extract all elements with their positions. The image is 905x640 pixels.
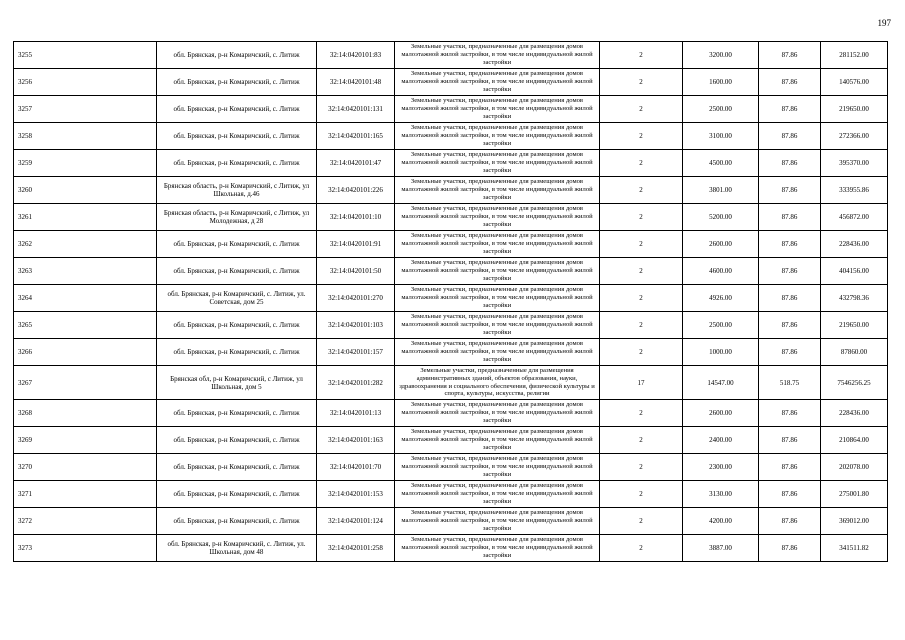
group-cell: 2: [600, 400, 683, 427]
row-number: 3270: [14, 454, 157, 481]
area-cell: 2500.00: [683, 312, 759, 339]
land-use-cell: Земельные участки, предназначенные для размещения домов малоэтажной жилой застройки, в том числе индивидуальной жилой застройки: [395, 285, 600, 312]
group-cell: 2: [600, 312, 683, 339]
address-cell: обл. Брянская, р-н Комаричский, с. Литиж: [157, 231, 317, 258]
cadastral-value-cell: 228436.00: [821, 231, 888, 258]
specific-value-cell: 87.86: [759, 400, 821, 427]
group-cell: 2: [600, 258, 683, 285]
cadastral-value-cell: 281152.00: [821, 42, 888, 69]
table-row: [14, 508, 888, 535]
land-use-cell: Земельные участки, предназначенные для размещения домов малоэтажной жилой застройки, в том числе индивидуальной жилой застройки: [395, 400, 600, 427]
specific-value-cell: 87.86: [759, 204, 821, 231]
cadastral-number-cell: 32:14:0420101:10: [317, 204, 395, 231]
specific-value-cell: 87.86: [759, 454, 821, 481]
group-cell: 17: [600, 366, 683, 400]
group-cell: 2: [600, 204, 683, 231]
address-cell: обл. Брянская, р-н Комаричский, с. Литиж: [157, 258, 317, 285]
table-row: [14, 339, 888, 366]
cadastral-value-cell: 395370.00: [821, 150, 888, 177]
table-row: [14, 96, 888, 123]
specific-value-cell: 87.86: [759, 123, 821, 150]
area-cell: 2600.00: [683, 400, 759, 427]
cadastral-number-cell: 32:14:0420101:47: [317, 150, 395, 177]
cadastral-value-cell: 202078.00: [821, 454, 888, 481]
cadastral-number-cell: 32:14:0420101:83: [317, 42, 395, 69]
row-number: 3271: [14, 481, 157, 508]
address-cell: обл. Брянская, р-н Комаричский, с. Литиж: [157, 96, 317, 123]
cadastral-number-cell: 32:14:0420101:153: [317, 481, 395, 508]
cadastral-value-cell: 219650.00: [821, 96, 888, 123]
land-use-cell: Земельные участки, предназначенные для размещения домов малоэтажной жилой застройки, в том числе индивидуальной жилой застройки: [395, 427, 600, 454]
area-cell: 5200.00: [683, 204, 759, 231]
row-number: 3267: [14, 366, 157, 400]
row-number: 3259: [14, 150, 157, 177]
address-cell: обл. Брянская, р-н Комаричский, с. Литиж: [157, 427, 317, 454]
cadastral-number-cell: 32:14:0420101:48: [317, 69, 395, 96]
row-number: 3262: [14, 231, 157, 258]
specific-value-cell: 87.86: [759, 42, 821, 69]
land-use-cell: Земельные участки, предназначенные для размещения домов малоэтажной жилой застройки, в том числе индивидуальной жилой застройки: [395, 508, 600, 535]
specific-value-cell: 87.86: [759, 258, 821, 285]
area-cell: 4600.00: [683, 258, 759, 285]
group-cell: 2: [600, 96, 683, 123]
land-use-cell: Земельные участки, предназначенные для размещения домов малоэтажной жилой застройки, в том числе индивидуальной жилой застройки: [395, 177, 600, 204]
cadastral-value-cell: 219650.00: [821, 312, 888, 339]
address-cell: обл. Брянская, р-н Комаричский, с. Литиж: [157, 150, 317, 177]
address-cell: Брянская область, р-н Комаричский, с Литиж, ул Школьная, д.46: [157, 177, 317, 204]
row-number: 3264: [14, 285, 157, 312]
address-cell: обл. Брянская, р-н Комаричский, с. Литиж: [157, 400, 317, 427]
cadastral-value-cell: 333955.86: [821, 177, 888, 204]
specific-value-cell: 87.86: [759, 427, 821, 454]
specific-value-cell: 87.86: [759, 339, 821, 366]
row-number: 3257: [14, 96, 157, 123]
address-cell: обл. Брянская, р-н Комаричский, с. Литиж, ул. Школьная, дом 48: [157, 535, 317, 562]
group-cell: 2: [600, 177, 683, 204]
cadastral-value-cell: 404156.00: [821, 258, 888, 285]
table-row: [14, 42, 888, 69]
row-number: 3273: [14, 535, 157, 562]
area-cell: 2300.00: [683, 454, 759, 481]
specific-value-cell: 518.75: [759, 366, 821, 400]
land-use-cell: Земельные участки, предназначенные для размещения административных зданий, объектов образования, науки, здравоохранения и социального обеспечения, физической культуры и спорта, культуры, искусства, религии: [395, 366, 600, 400]
row-number: 3268: [14, 400, 157, 427]
table-row: [14, 204, 888, 231]
area-cell: 3200.00: [683, 42, 759, 69]
land-use-cell: Земельные участки, предназначенные для размещения домов малоэтажной жилой застройки, в том числе индивидуальной жилой застройки: [395, 204, 600, 231]
area-cell: 3887.00: [683, 535, 759, 562]
group-cell: 2: [600, 285, 683, 312]
cadastral-value-cell: 369012.00: [821, 508, 888, 535]
cadastral-value-cell: 456872.00: [821, 204, 888, 231]
address-cell: обл. Брянская, р-н Комаричский, с. Литиж: [157, 339, 317, 366]
group-cell: 2: [600, 123, 683, 150]
table-row: [14, 366, 888, 400]
land-use-cell: Земельные участки, предназначенные для размещения домов малоэтажной жилой застройки, в том числе индивидуальной жилой застройки: [395, 481, 600, 508]
cadastral-value-cell: 7546256.25: [821, 366, 888, 400]
table-row: [14, 258, 888, 285]
address-cell: обл. Брянская, р-н Комаричский, с. Литиж: [157, 42, 317, 69]
table-row: [14, 481, 888, 508]
cadastral-number-cell: 32:14:0420101:124: [317, 508, 395, 535]
row-number: 3265: [14, 312, 157, 339]
group-cell: 2: [600, 231, 683, 258]
group-cell: 2: [600, 42, 683, 69]
specific-value-cell: 87.86: [759, 150, 821, 177]
land-use-cell: Земельные участки, предназначенные для размещения домов малоэтажной жилой застройки, в том числе индивидуальной жилой застройки: [395, 42, 600, 69]
cadastral-number-cell: 32:14:0420101:258: [317, 535, 395, 562]
land-use-cell: Земельные участки, предназначенные для размещения домов малоэтажной жилой застройки, в том числе индивидуальной жилой застройки: [395, 123, 600, 150]
row-number: 3261: [14, 204, 157, 231]
land-use-cell: Земельные участки, предназначенные для размещения домов малоэтажной жилой застройки, в том числе индивидуальной жилой застройки: [395, 339, 600, 366]
specific-value-cell: 87.86: [759, 508, 821, 535]
cadastral-value-cell: 210864.00: [821, 427, 888, 454]
table-row: [14, 150, 888, 177]
area-cell: 1600.00: [683, 69, 759, 96]
specific-value-cell: 87.86: [759, 177, 821, 204]
table-row: [14, 427, 888, 454]
table-row: [14, 231, 888, 258]
row-number: 3258: [14, 123, 157, 150]
page-number: 197: [877, 18, 891, 28]
cadastral-value-cell: 140576.00: [821, 69, 888, 96]
cadastral-number-cell: 32:14:0420101:165: [317, 123, 395, 150]
cadastral-value-cell: 272366.00: [821, 123, 888, 150]
row-number: 3272: [14, 508, 157, 535]
land-use-cell: Земельные участки, предназначенные для размещения домов малоэтажной жилой застройки, в том числе индивидуальной жилой застройки: [395, 69, 600, 96]
specific-value-cell: 87.86: [759, 535, 821, 562]
cadastral-value-cell: 341511.82: [821, 535, 888, 562]
table-row: [14, 312, 888, 339]
row-number: 3256: [14, 69, 157, 96]
land-use-cell: Земельные участки, предназначенные для размещения домов малоэтажной жилой застройки, в том числе индивидуальной жилой застройки: [395, 312, 600, 339]
cadastral-number-cell: 32:14:0420101:282: [317, 366, 395, 400]
area-cell: 3100.00: [683, 123, 759, 150]
specific-value-cell: 87.86: [759, 69, 821, 96]
row-number: 3255: [14, 42, 157, 69]
table-row: [14, 454, 888, 481]
group-cell: 2: [600, 150, 683, 177]
cadastral-number-cell: 32:14:0420101:103: [317, 312, 395, 339]
specific-value-cell: 87.86: [759, 285, 821, 312]
land-use-cell: Земельные участки, предназначенные для размещения домов малоэтажной жилой застройки, в том числе индивидуальной жилой застройки: [395, 258, 600, 285]
specific-value-cell: 87.86: [759, 231, 821, 258]
cadastral-number-cell: 32:14:0420101:70: [317, 454, 395, 481]
table-row: [14, 535, 888, 562]
group-cell: 2: [600, 339, 683, 366]
group-cell: 2: [600, 535, 683, 562]
land-use-cell: Земельные участки, предназначенные для размещения домов малоэтажной жилой застройки, в том числе индивидуальной жилой застройки: [395, 535, 600, 562]
specific-value-cell: 87.86: [759, 96, 821, 123]
cadastral-number-cell: 32:14:0420101:91: [317, 231, 395, 258]
row-number: 3269: [14, 427, 157, 454]
address-cell: обл. Брянская, р-н Комаричский, с. Литиж: [157, 481, 317, 508]
cadastral-value-cell: 228436.00: [821, 400, 888, 427]
cadastral-value-cell: 432798.36: [821, 285, 888, 312]
cadastral-number-cell: 32:14:0420101:157: [317, 339, 395, 366]
area-cell: 1000.00: [683, 339, 759, 366]
row-number: 3263: [14, 258, 157, 285]
group-cell: 2: [600, 454, 683, 481]
area-cell: 3801.00: [683, 177, 759, 204]
table-row: [14, 123, 888, 150]
area-cell: 3130.00: [683, 481, 759, 508]
address-cell: Брянская область, р-н Комаричский, с Литиж, ул Молодежная, д 28: [157, 204, 317, 231]
cadastral-number-cell: 32:14:0420101:131: [317, 96, 395, 123]
land-use-cell: Земельные участки, предназначенные для размещения домов малоэтажной жилой застройки, в том числе индивидуальной жилой застройки: [395, 150, 600, 177]
area-cell: 2400.00: [683, 427, 759, 454]
area-cell: 2600.00: [683, 231, 759, 258]
row-number: 3260: [14, 177, 157, 204]
area-cell: 2500.00: [683, 96, 759, 123]
address-cell: обл. Брянская, р-н Комаричский, с. Литиж: [157, 508, 317, 535]
address-cell: обл. Брянская, р-н Комаричский, с. Литиж: [157, 69, 317, 96]
area-cell: 14547.00: [683, 366, 759, 400]
cadastral-number-cell: 32:14:0420101:226: [317, 177, 395, 204]
address-cell: обл. Брянская, р-н Комаричский, с. Литиж: [157, 312, 317, 339]
group-cell: 2: [600, 481, 683, 508]
group-cell: 2: [600, 427, 683, 454]
row-number: 3266: [14, 339, 157, 366]
cadastral-number-cell: 32:14:0420101:50: [317, 258, 395, 285]
table-row: [14, 285, 888, 312]
table-body: [14, 42, 888, 562]
cadastral-value-cell: 275001.80: [821, 481, 888, 508]
area-cell: 4926.00: [683, 285, 759, 312]
land-use-cell: Земельные участки, предназначенные для размещения домов малоэтажной жилой застройки, в том числе индивидуальной жилой застройки: [395, 231, 600, 258]
table-row: [14, 400, 888, 427]
cadastral-value-cell: 87860.00: [821, 339, 888, 366]
address-cell: обл. Брянская, р-н Комаричский, с. Литиж: [157, 123, 317, 150]
land-use-cell: Земельные участки, предназначенные для размещения домов малоэтажной жилой застройки, в том числе индивидуальной жилой застройки: [395, 454, 600, 481]
address-cell: обл. Брянская, р-н Комаричский, с. Литиж: [157, 454, 317, 481]
cadastral-number-cell: 32:14:0420101:13: [317, 400, 395, 427]
address-cell: обл. Брянская, р-н Комаричский, с. Литиж, ул. Советская, дом 25: [157, 285, 317, 312]
cadastral-value-table: [13, 41, 888, 562]
specific-value-cell: 87.86: [759, 481, 821, 508]
area-cell: 4200.00: [683, 508, 759, 535]
specific-value-cell: 87.86: [759, 312, 821, 339]
cadastral-number-cell: 32:14:0420101:163: [317, 427, 395, 454]
area-cell: 4500.00: [683, 150, 759, 177]
table-row: [14, 69, 888, 96]
table-row: [14, 177, 888, 204]
group-cell: 2: [600, 508, 683, 535]
group-cell: 2: [600, 69, 683, 96]
land-use-cell: Земельные участки, предназначенные для размещения домов малоэтажной жилой застройки, в том числе индивидуальной жилой застройки: [395, 96, 600, 123]
cadastral-number-cell: 32:14:0420101:270: [317, 285, 395, 312]
address-cell: Брянская обл, р-н Комаричский, с Литиж, ул Школьная, дом 5: [157, 366, 317, 400]
